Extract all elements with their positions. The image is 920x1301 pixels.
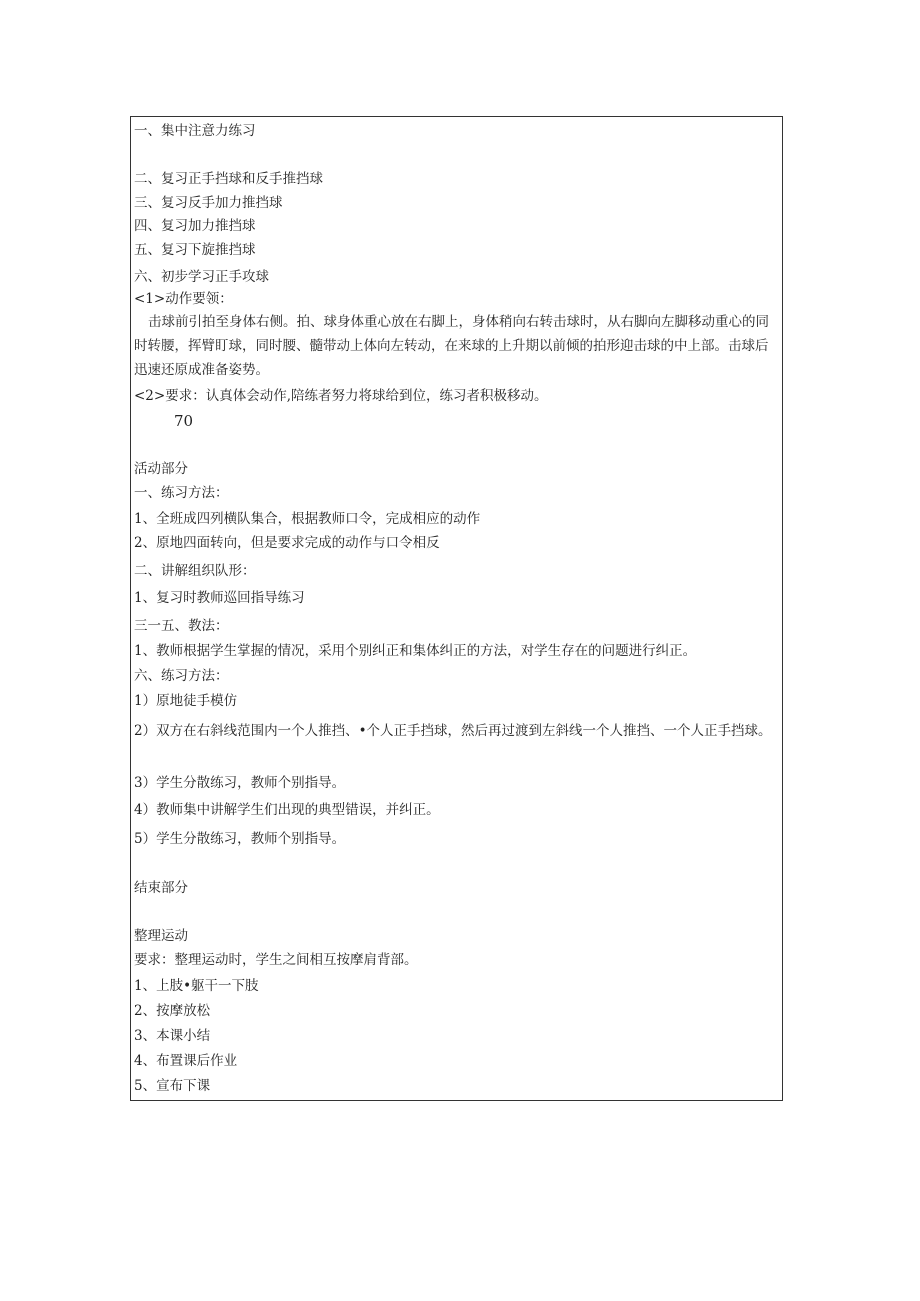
- subheading-teaching-method: 三一五、教法：: [134, 618, 229, 634]
- list-item: 1、复习时教师巡回指导练习: [134, 590, 305, 606]
- list-item: 2、原地四面转向，但是要求完成的动作与口令相反: [134, 535, 440, 551]
- list-item: 1）原地徒手模仿: [134, 693, 238, 709]
- section-title-ending: 结束部分: [134, 880, 188, 896]
- subheading-practice-method: 一、练习方法：: [134, 485, 229, 501]
- subheading-formation: 二、讲解组织队形：: [134, 563, 256, 579]
- list-item: 5、宣布下课: [134, 1078, 211, 1094]
- list-item: 1、全班成四列横队集合，根据教师口令，完成相应的动作: [134, 511, 481, 527]
- list-item: 4、布置课后作业: [134, 1053, 238, 1069]
- item-heading-4: 四、复习加力推挡球: [134, 218, 256, 234]
- item-heading-6: 六、初步学习正手攻球: [134, 269, 269, 285]
- list-item: 2）双方在右斜线范围内一个人推挡、•个人正手挡球，然后再过渡到左斜线一个人推挡、一个人正手挡球。: [134, 723, 772, 739]
- page-number: 70: [174, 412, 194, 430]
- paragraph-action-description: 击球前引拍至身体右侧。拍、球身体重心放在右脚上，身体稍向右转击球时，从右脚向左脚移动重心的同时转腰，挥臂盯球，同时腰、髓带动上体向左转动，在来球的上升期以前倾的拍形迎击球的中上部。击球后迅速还原成准备姿势。: [134, 314, 769, 378]
- item-heading-2: 二、复习正手挡球和反手推挡球: [134, 171, 323, 187]
- item-heading-1: 一、集中注意力练习: [134, 123, 256, 139]
- list-item: 2、按摩放松: [134, 1003, 211, 1019]
- subheading-cooldown: 整理运动: [134, 928, 188, 944]
- subheading-requirements: <2>要求：认真体会动作,陪练者努力将球给到位，练习者积极移动。: [134, 388, 548, 404]
- list-item: 3）学生分散练习，教师个别指导。: [134, 775, 346, 791]
- subheading-practice-method-2: 六、练习方法：: [134, 668, 229, 684]
- subheading-action-points: <1>动作要领：: [134, 291, 233, 307]
- list-item: 1、教师根据学生掌握的情况，采用个别纠正和集体纠正的方法，对学生存在的问题进行纠正。: [134, 643, 697, 659]
- item-heading-5: 五、复习下旋推挡球: [134, 242, 256, 258]
- list-item: 5）学生分散练习，教师个别指导。: [134, 831, 346, 847]
- item-heading-3: 三、复习反手加力推挡球: [134, 195, 283, 211]
- list-item: 4）教师集中讲解学生们出现的典型错误，并纠正。: [134, 802, 440, 818]
- list-item: 1、上肢•躯干一下肢: [134, 978, 259, 994]
- requirements-text: 要求：整理运动时，学生之间相互按摩肩背部。: [134, 952, 418, 968]
- section-title-activity: 活动部分: [134, 461, 188, 477]
- lesson-plan-table-cell: [130, 116, 783, 1101]
- list-item: 3、本课小结: [134, 1028, 211, 1044]
